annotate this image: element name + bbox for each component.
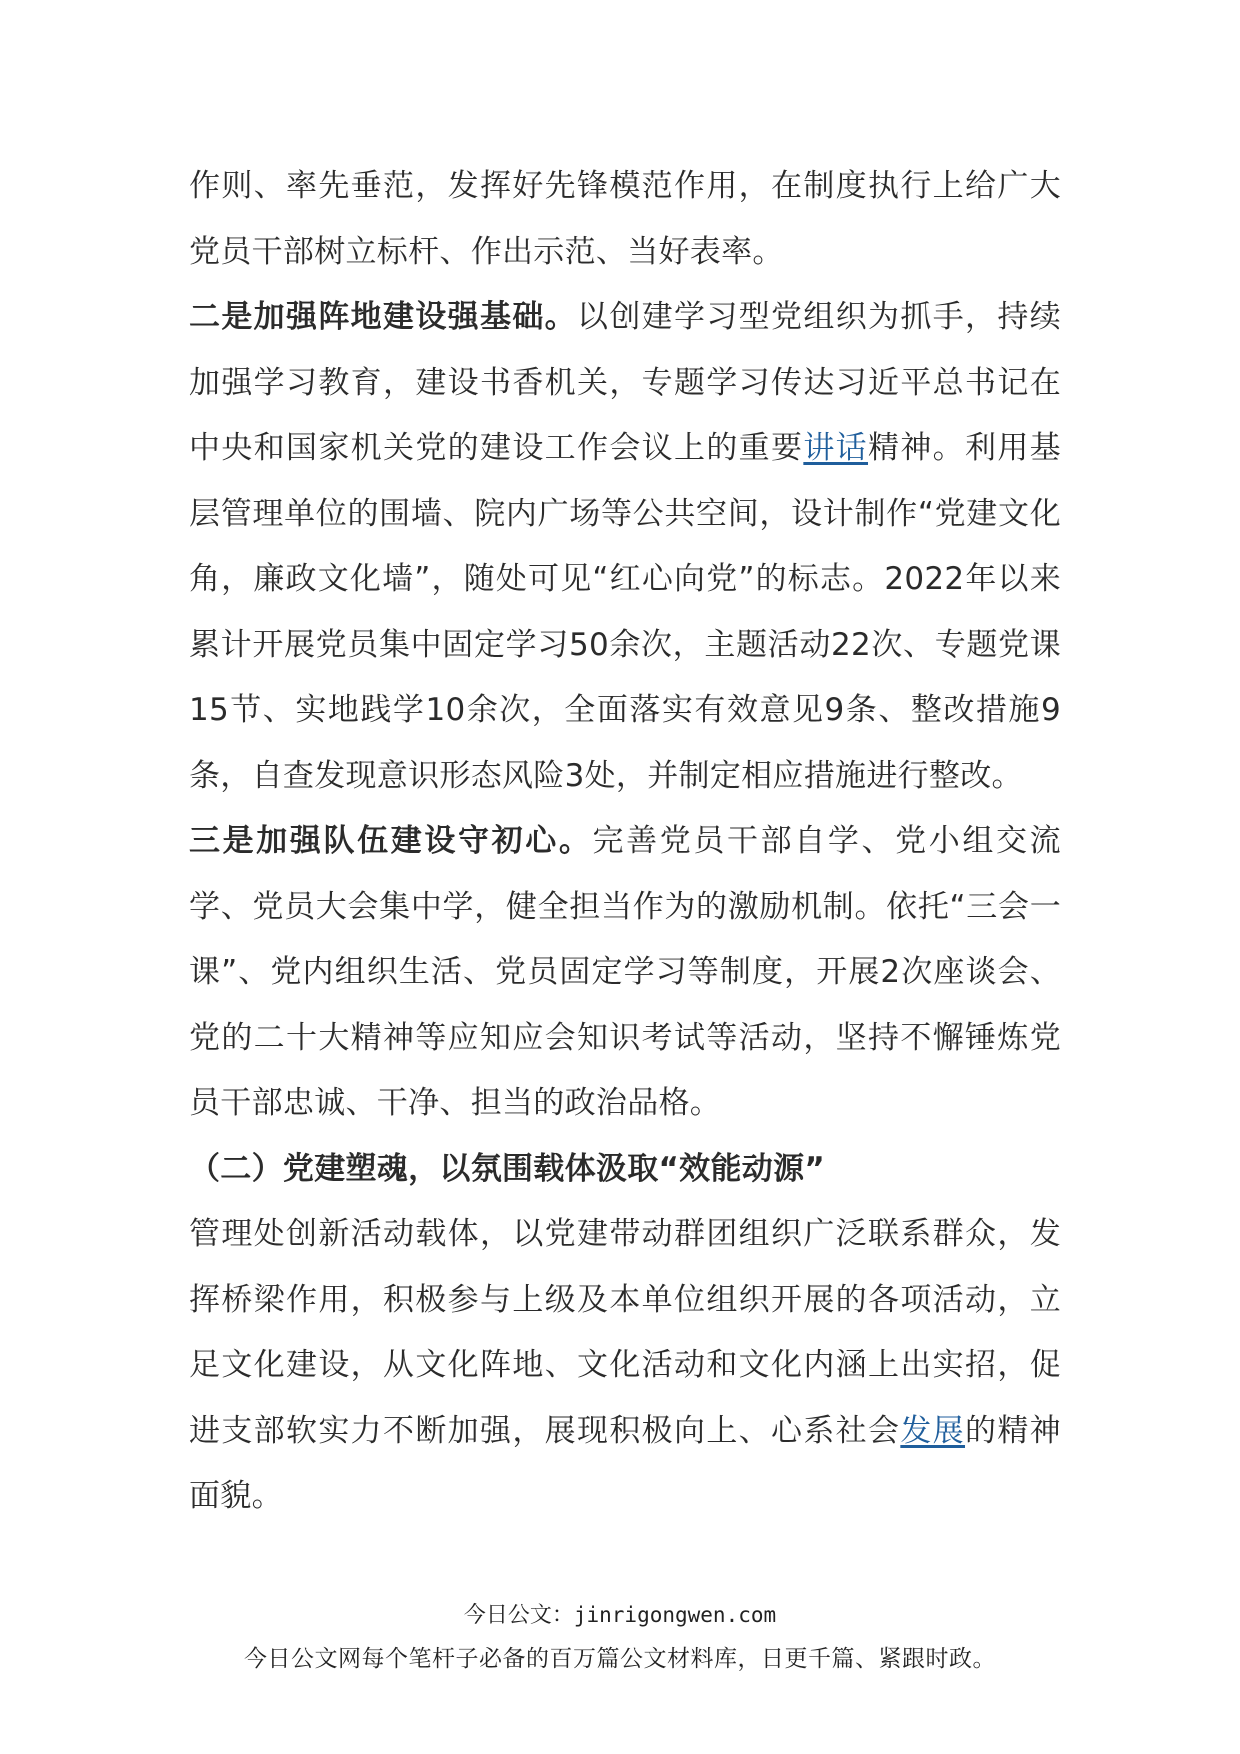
paragraph-text: 完善党员干部自学、党小组交流学、党员大会集中学，健全担当作为的激励机制。依托“三会一课”、党内组织生活、党员固定学习等制度，开展2次座谈会、党的二十大精神等应知应会知识考试等活动，坚持不懈锤炼党员干部忠诚、干净、担当的政治品格。 xyxy=(189,823,1061,1121)
paragraph-activities xyxy=(189,1202,1061,1530)
speech-link[interactable]: 讲话 xyxy=(803,430,869,466)
document-body xyxy=(189,154,1061,1530)
paragraph-intro-text: 作则、率先垂范，发挥好先锋模范作用，在制度执行上给广大党员干部树立标杆、作出示范、当好表率。 xyxy=(189,168,1061,270)
footer-url-link[interactable]: jinrigongwen.com xyxy=(573,1603,777,1627)
paragraph-text: 精神。利用基层管理单位的围墙、院内广场等公共空间，设计制作“党建文化角，廉政文化墙”，随处可见“红心向党”的标志。2022年以来累计开展党员集中固定学习50余次，主题活动22次、专题党课15节、实地践学10余次，全面落实有效意见9条、整改措施9条，自查发现意识形态风险3处，并制定相应措施进行整改。 xyxy=(189,430,1061,794)
paragraph-lead: 二是加强阵地建设强基础。 xyxy=(189,299,578,335)
section-heading: （二）党建塑魂，以氛围载体汲取“效能动源” xyxy=(189,1150,826,1187)
paragraph-team-building xyxy=(189,809,1061,1137)
paragraph-position-building xyxy=(189,285,1061,809)
paragraph-intro xyxy=(189,154,1061,285)
footer-label: 今日公文： xyxy=(463,1603,574,1628)
paragraph-text: 的精神面貌。 xyxy=(189,1412,1061,1514)
footer-site-line xyxy=(0,1598,1240,1629)
paragraph-text: 管理处创新活动载体，以党建带动群团组织广泛联系群众，发挥桥梁作用，积极参与上级及本单位组织开展的各项活动，立足文化建设，从文化阵地、文化活动和文化内涵上出实招，促进支部软实力不断加强，展现积极向上、心系社会 xyxy=(189,1216,1061,1449)
development-link[interactable]: 发展 xyxy=(900,1412,966,1449)
paragraph-text: 以创建学习型党组织为抓手，持续加强学习教育，建设书香机关，专题学习传达习近平总书记在中央和国家机关党的建设工作会议上的重要 xyxy=(189,299,1061,466)
footer-slogan: 今日公文网每个笔杆子必备的百万篇公文材料库，日更千篇、紧跟时政。 xyxy=(244,1646,996,1672)
paragraph-lead: 三是加强队伍建设守初心。 xyxy=(189,823,593,859)
